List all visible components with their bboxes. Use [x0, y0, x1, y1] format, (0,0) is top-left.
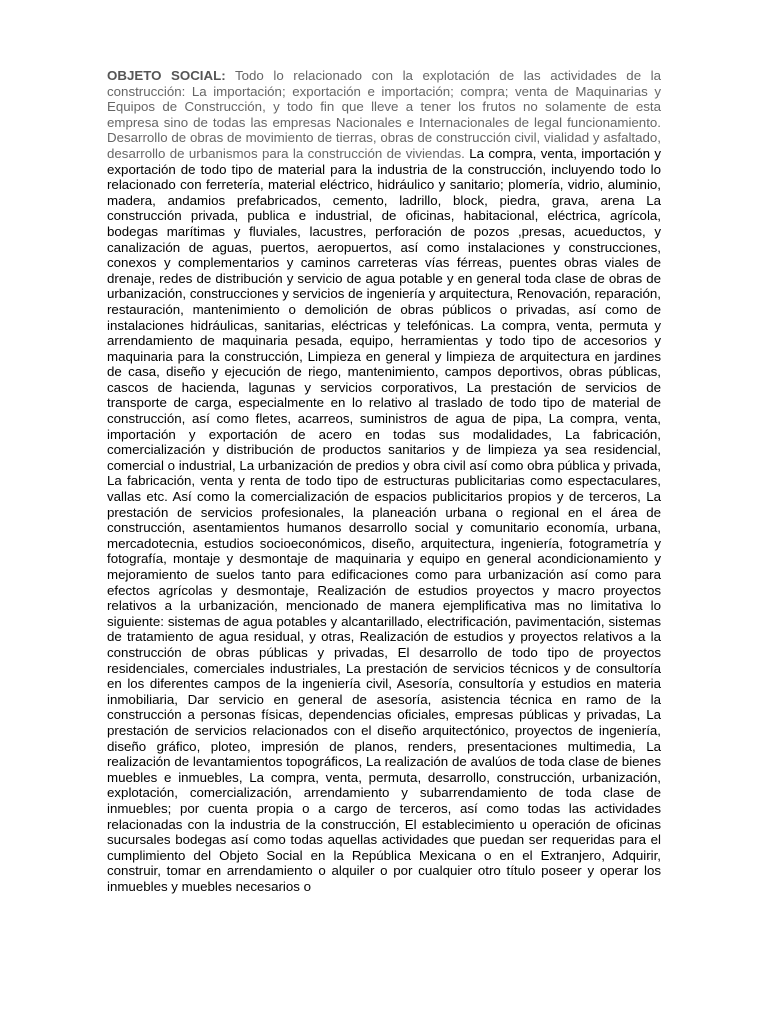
section-heading: OBJETO SOCIAL: — [107, 68, 226, 83]
document-page — [107, 68, 661, 894]
body-text: La compra, venta, importación y exportación de todo tipo de material para la industria de la construcción, incluyendo todo lo relacionado con ferretería, material eléctrico, hidráulico y sanitario; plomería, vidrio, aluminio, madera, andamios prefabricados, cemento, ladrillo, block, piedra, grava, arena La construcción privada, publica e industrial, de oficinas, habitacional, eléctrica, agrícola, bodegas marítimas y fluviales, lacustres, perforación de pozos ,presas, acueductos, y canalización de aguas, puertos, aeropuertos, así como instalaciones y construcciones, conexos y complementarios y caminos carreteras vías férreas, puentes obras viales de drenaje, redes de distribución y servicio de agua potable y en general toda clase de obras de urbanización, construcciones y servicios de ingeniería y arquitectura, Renovación, reparación, restauración, mantenimiento o demolición de obras públicos o privadas, así como de instalaciones hidráulicas, sanitarias, eléctricas y telefónicas. La compra, venta, permuta y arrendamiento de maquinaria pesada, equipo, herramientas y todo tipo de accesorios y maquinaria para la construcción, Limpieza en general y limpieza de arquitectura en jardines de casa, diseño y ejecución de riego, mantenimiento, campos deportivos, obras públicas, cascos de hacienda, lagunas y servicios corporativos, La prestación de servicios de transporte de carga, especialmente en lo relativo al traslado de todo tipo de material de construcción, así como fletes, acarreos, suministros de agua de pipa, La compra, venta, importación y exportación de acero en todas sus modalidades, La fabricación, comercialización y distribución de productos sanitarios y de limpieza ya sea residencial, comercial o industrial, La urbanización de predios y obra civil así como obra pública y privada, La fabricación, venta y renta de todo tipo de estructuras publicitarias como espectaculares, vallas etc. Así como la comercialización de espacios publicitarios propios y de terceros, La prestación de servicios profesionales, la planeación urbana o regional en el área de construcción, asentamientos humanos desarrollo social y comunitario economía, urbana, mercadotecnia, estudios socioeconómicos, diseño, arquitectura, ingeniería, fotogrametría y fotografía, montaje y desmontaje de maquinaria y equipo en general acondicionamiento y mejoramiento de suelos tanto para edificaciones como para urbanización así como para efectos agrícolas y desmontaje, Realización de estudios proyectos y macro proyectos relativos a la urbanización, mencionado de manera ejemplificativa mas no limitativa lo siguiente: sistemas de agua potables y alcantarillado, electrificación, pavimentación, sistemas de tratamiento de agua residual, y otras, Realización de estudios y proyectos relativos a la construcción de obras públicas y privadas, El desarrollo de todo tipo de proyectos residenciales, comerciales industriales, La prestación de servicios técnicos y de consultoría en los diferentes campos de la ingeniería civil, Asesoría, consultoría y estudios en materia inmobiliaria, Dar servicio en general de asesoría, asistencia técnica en ramo de la construcción a personas físicas, dependencias oficiales, empresas públicas y privadas, La prestación de servicios relacionados con el diseño arquitectónico, proyectos de ingeniería, diseño gráfico, ploteo, impresión de planos, renders, presentaciones multimedia, La realización de levantamientos topográficos, La realización de avalúos de toda clase de bienes muebles e inmuebles, La compra, venta, permuta, desarrollo, construcción, urbanización, explotación, comercialización, arrendamiento y subarrendamiento de toda clase de inmuebles; por cuenta propia o a cargo de terceros, así como todas las actividades relacionadas con la industria de la construcción, El establecimiento u operación de oficinas sucursales bodegas así como todas aquellas actividades que puedan ser requeridas para el cumplimiento del Objeto Social en la República Mexicana o en el Extranjero, Adquirir, construir, tomar en arrendamiento o alquiler o por cualquier otro título poseer y operar los inmuebles y muebles necesarios o — [107, 145, 662, 894]
objeto-social-paragraph — [107, 68, 661, 894]
intro-text: Todo lo relacionado con la explotación de las actividades de la construcción: La importación; exportación e importación; compra; venta de Maquinarias y Equipos de Construcción, y todo fin que lleve a tener los frutos no solamente de esta empresa sino de todas las empresas Nacionales e Internacionales de legal funcionamiento. Desarrollo de obras de movimiento de tierras, obras de construcción civil, vialidad y asfaltado, desarrollo de urbanismos para la construcción de viviendas. — [107, 68, 661, 161]
